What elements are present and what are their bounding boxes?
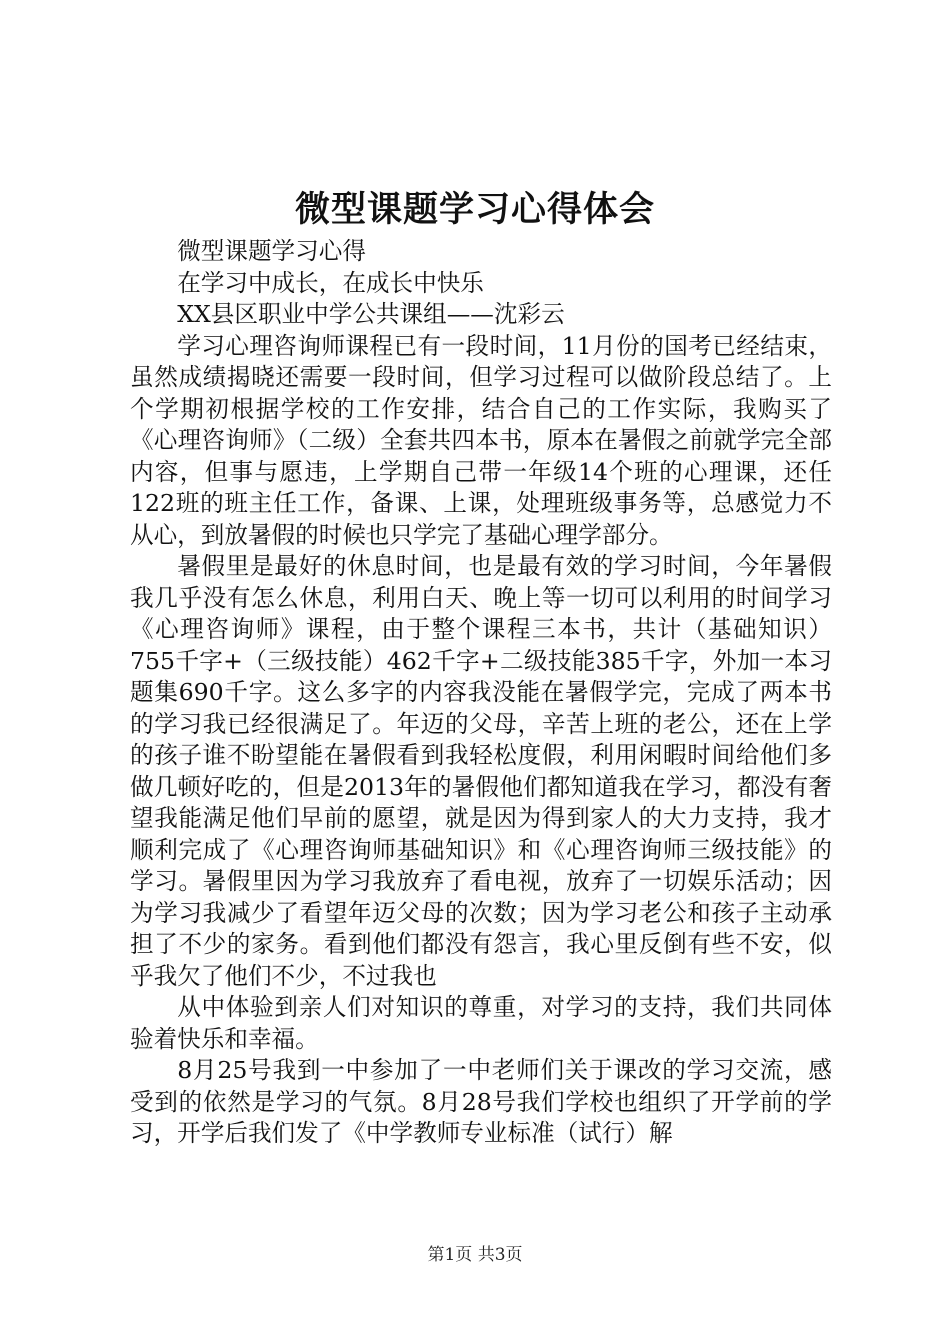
- paragraph-body-1: 学习心理咨询师课程已有一段时间，11月份的国考已经结束，虽然成绩揭晓还需要一段时间，但学习过程可以做阶段总结了。上个学期初根据学校的工作安排，结合自己的工作实际，我购买了《心理咨询师》（二级）全套共四本书，原本在暑假之前就学完全部内容，但事与愿违，上学期自己带一年级14个班的心理课，还任122班的班主任工作，备课、上课，处理班级事务等，总感觉力不从心，到放暑假的时候也只学完了基础心理学部分。: [130, 331, 832, 549]
- document-body: [130, 236, 832, 1150]
- document-title: 微型课题学习心得体会: [294, 189, 655, 230]
- paragraph-body-2: 暑假里是最好的休息时间，也是最有效的学习时间，今年暑假我几乎没有怎么休息，利用白天、晚上等一切可以利用的时间学习《心理咨询师》课程，由于整个课程三本书，共计（基础知识）755千字+（三级技能）462千字+二级技能385千字，外加一本习题集690千字。这么多字的内容我没能在暑假学完，完成了两本书的学习我已经很满足了。年迈的父母，辛苦上班的老公，还在上学的孩子谁不盼望能在暑假看到我轻松度假，利用闲暇时间给他们多做几顿好吃的，但是2013年的暑假他们都知道我在学习，都没有奢望我能满足他们早前的愿望，就是因为得到家人的大力支持，我才顺利完成了《心理咨询师基础知识》和《心理咨询师三级技能》的学习。暑假里因为学习我放弃了看电视，放弃了一切娱乐活动；因为学习我减少了看望年迈父母的次数；因为学习老公和孩子主动承担了不少的家务。看到他们都没有怨言，我心里反倒有些不安，似乎我欠了他们不少，不过我也: [130, 552, 832, 990]
- paragraph-subtitle: 微型课题学习心得: [177, 237, 366, 265]
- page-footer: 第1页 共3页: [427, 1245, 523, 1265]
- paragraph-motto: 在学习中成长，在成长中快乐: [177, 268, 484, 297]
- paragraph-body-3: 从中体验到亲人们对知识的尊重，对学习的支持，我们共同体验着快乐和幸福。: [130, 993, 832, 1053]
- paragraph-author: XX县区职业中学公共课组——沈彩云: [177, 300, 565, 328]
- paragraph-body-4: 8月25号我到一中参加了一中老师们关于课改的学习交流，感受到的依然是学习的气氛。8月28号我们学校也组织了开学前的学习，开学后我们发了《中学教师专业标准（试行）解: [130, 1056, 832, 1147]
